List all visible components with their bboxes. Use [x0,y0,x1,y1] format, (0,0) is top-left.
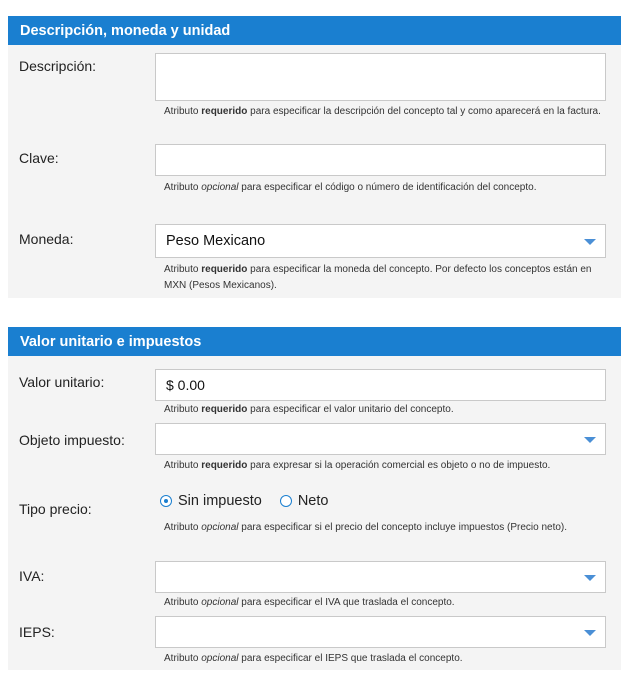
descripcion-input[interactable] [155,53,606,101]
objeto-impuesto-select[interactable] [155,423,606,455]
valor-unitario-input[interactable] [155,369,606,401]
chevron-down-icon [584,630,596,636]
ieps-label: IEPS: [19,624,55,640]
panel-title: Descripción, moneda y unidad [8,16,621,45]
iva-label: IVA: [19,568,45,584]
moneda-help: Atributo requerido para especificar la moneda del concepto. Por defecto los conceptos están en MXN (Pesos Mexicanos). [164,264,592,291]
radio-selected-icon [160,495,172,507]
valor-unitario-label: Valor unitario: [19,374,105,390]
ieps-help: Atributo opcional para especificar el IEPS que traslada el concepto. [164,653,463,664]
iva-help: Atributo opcional para especificar el IVA que traslada el concepto. [164,597,455,608]
clave-input[interactable] [155,144,606,176]
radio-sin-impuesto-label: Sin impuesto [178,493,262,509]
chevron-down-icon [584,575,596,581]
radio-sin-impuesto[interactable] [160,493,262,509]
clave-help: Atributo opcional para especificar el código o número de identificación del concepto. [164,182,537,193]
moneda-select[interactable] [155,224,606,258]
panel-valor-unitario-impuestos [8,327,621,670]
radio-neto[interactable] [280,493,329,509]
ieps-select[interactable] [155,616,606,648]
panel-descripcion-moneda-unidad [8,16,621,298]
objeto-impuesto-help: Atributo requerido para expresar si la operación comercial es objeto o no de impuesto. [164,460,551,471]
radio-unselected-icon [280,495,292,507]
objeto-impuesto-label: Objeto impuesto: [19,432,125,448]
chevron-down-icon [584,239,596,245]
moneda-label: Moneda: [19,231,74,247]
tipo-precio-radio-group [160,493,346,509]
chevron-down-icon [584,437,596,443]
descripcion-help: Atributo requerido para especificar la descripción del concepto tal y como aparecerá en la factura. [164,106,601,117]
valor-unitario-help: Atributo requerido para especificar el valor unitario del concepto. [164,404,454,415]
moneda-value: Peso Mexicano [166,233,266,249]
descripcion-label: Descripción: [19,58,97,74]
radio-neto-label: Neto [297,493,329,509]
clave-label: Clave: [19,150,59,166]
panel-title: Valor unitario e impuestos [8,327,621,356]
tipo-precio-label: Tipo precio: [19,501,92,517]
iva-select[interactable] [155,561,606,593]
valor-unitario-value: $ 0.00 [166,377,205,393]
tipo-precio-help: Atributo opcional para especificar si el precio del concepto incluye impuestos (Precio neto). [164,522,568,533]
